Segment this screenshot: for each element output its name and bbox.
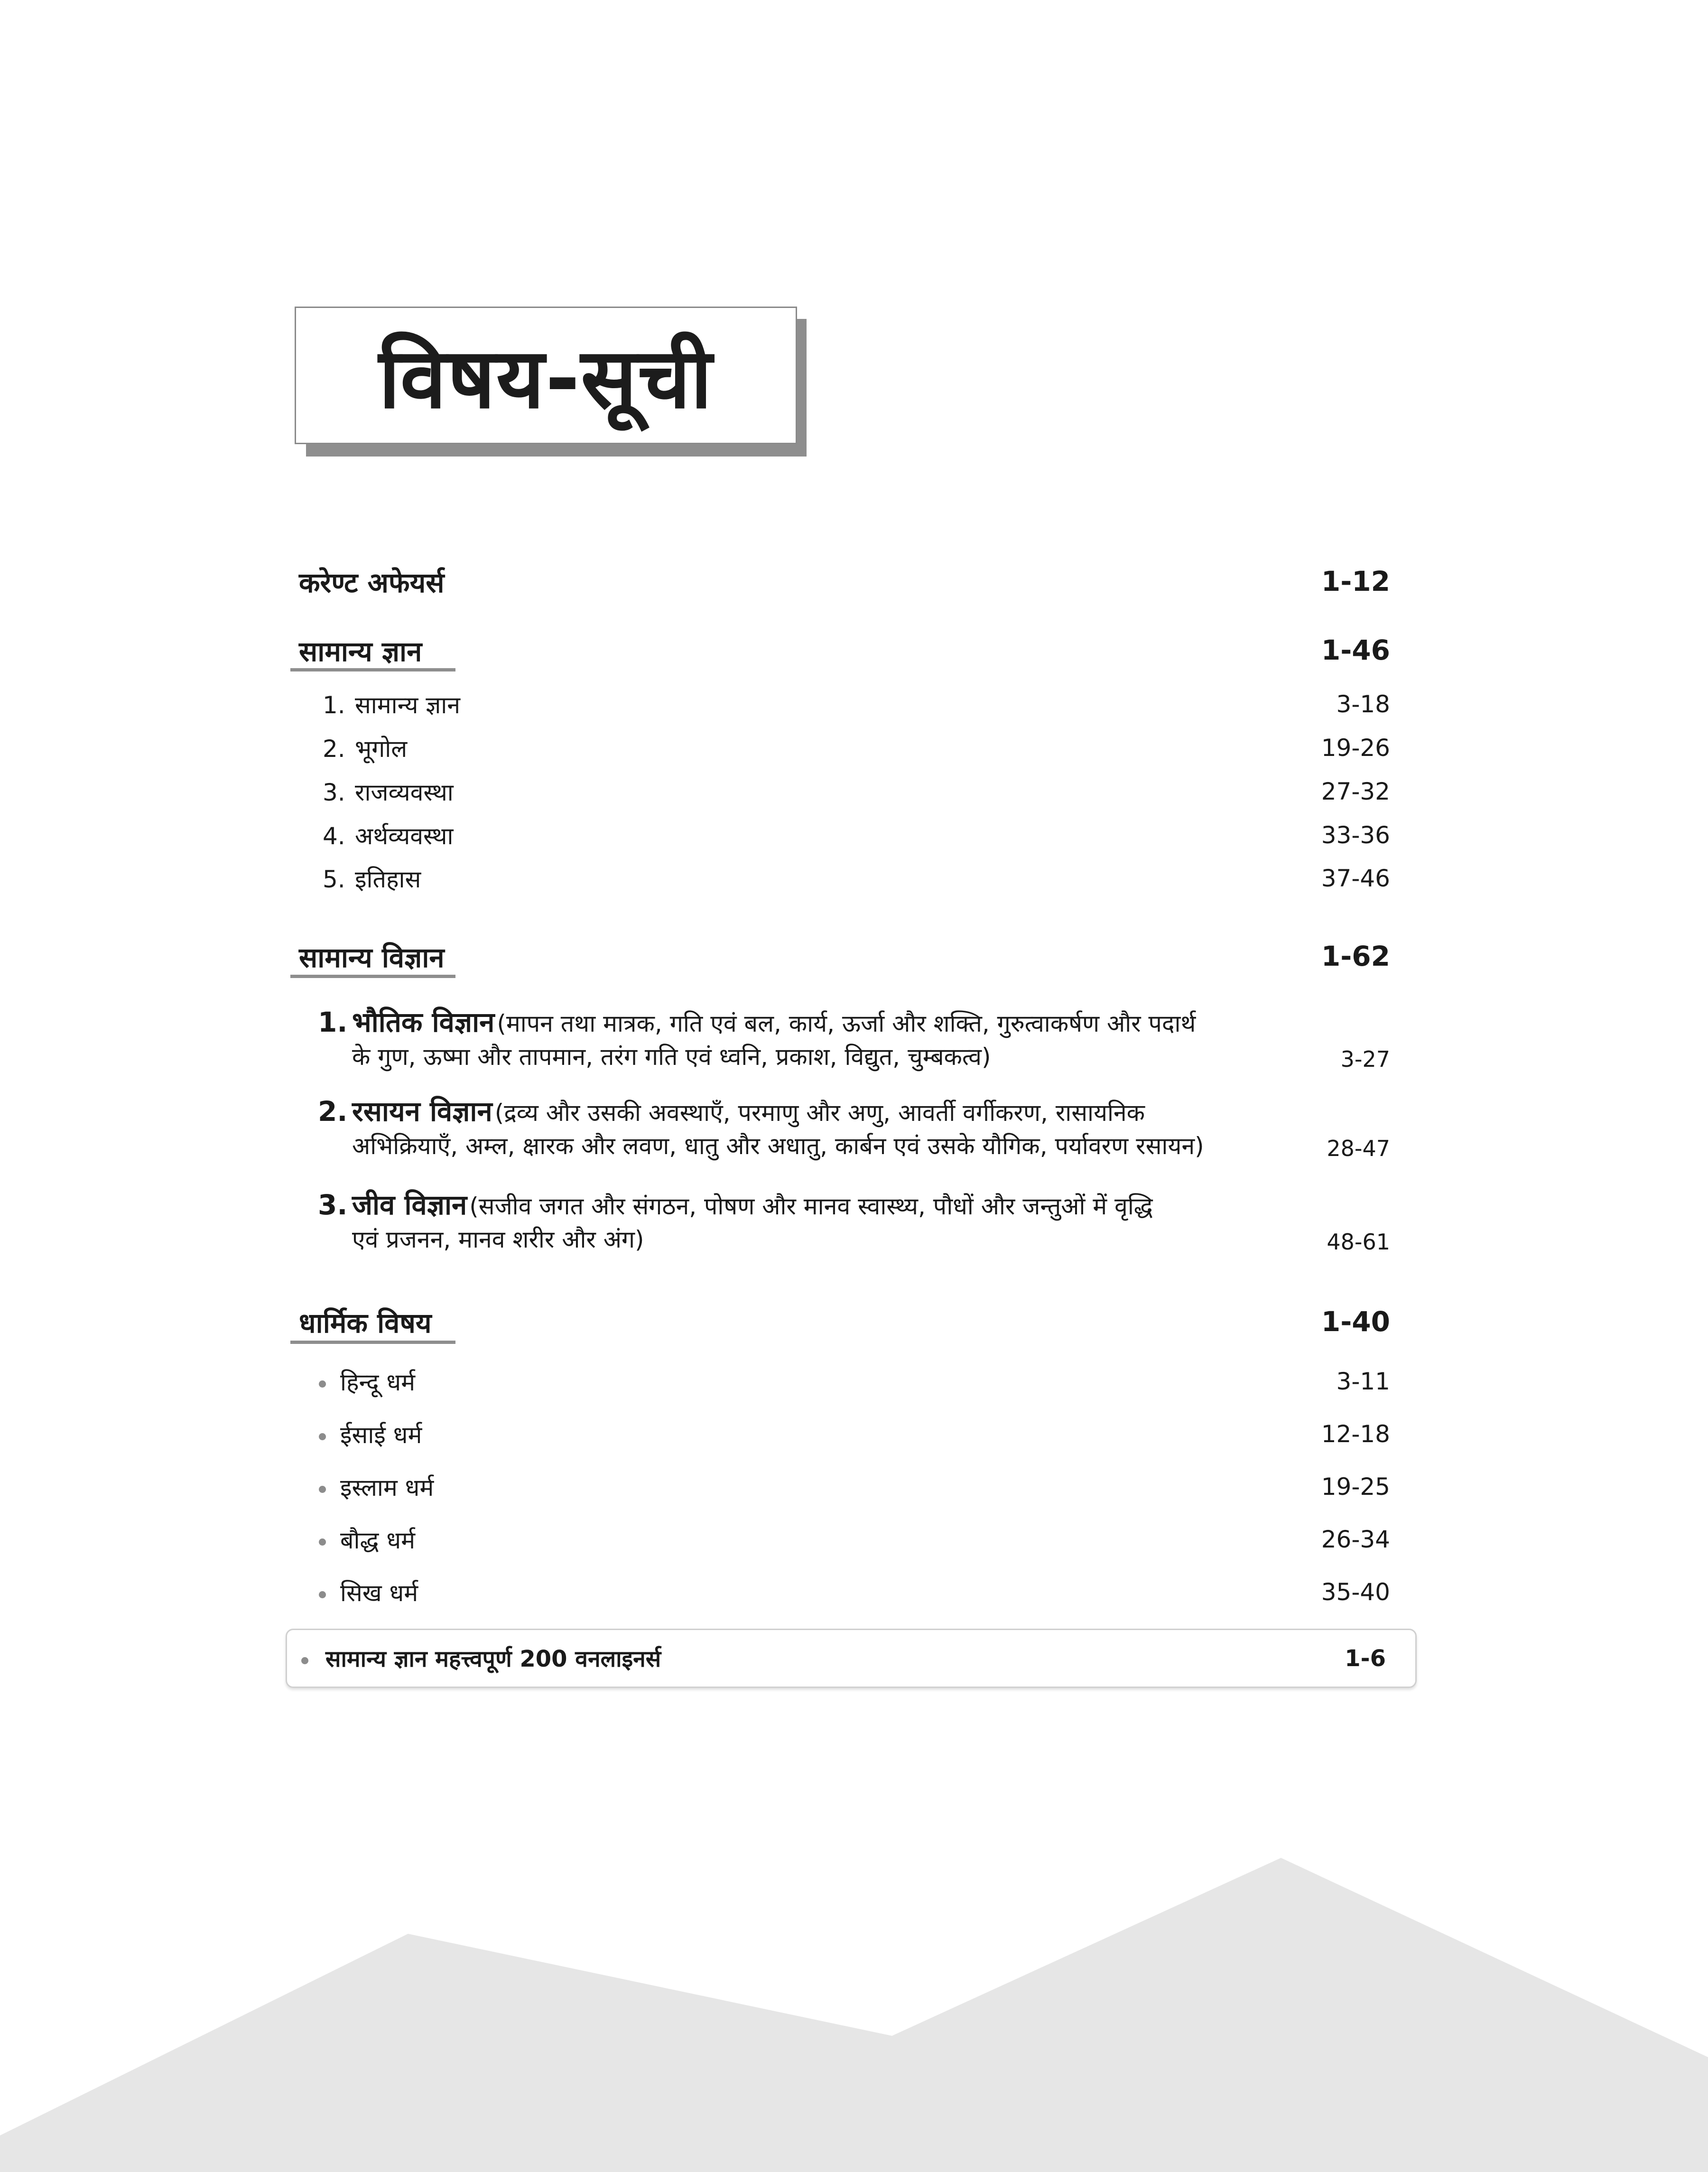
item-heading: रसायन विज्ञान (352, 1095, 492, 1128)
item-number: 3. (323, 779, 345, 806)
science-item-biology[interactable] (318, 1185, 1390, 1255)
section-title: करेण्ट अफेयर्स (299, 566, 445, 599)
toc-item[interactable] (319, 1518, 1390, 1561)
bullet-icon (301, 1657, 308, 1664)
toc-item[interactable] (319, 1413, 1390, 1455)
toc-item[interactable] (323, 685, 1390, 723)
toc-item[interactable] (319, 1465, 1390, 1508)
item-pages: 3-18 (1336, 690, 1390, 718)
section-current-affairs[interactable] (299, 560, 1390, 603)
toc-item[interactable] (319, 1571, 1390, 1613)
section-pages: 1-46 (1321, 634, 1390, 666)
item-pages: 19-26 (1321, 734, 1390, 762)
item-pages: 19-25 (1321, 1473, 1390, 1501)
section-general-knowledge[interactable] (299, 629, 1390, 671)
item-label: सिख धर्म (340, 1579, 418, 1607)
toc-item[interactable] (323, 816, 1390, 854)
toc-item[interactable] (323, 729, 1390, 767)
bullet-icon (319, 1433, 326, 1440)
section-pages: 1-12 (1321, 565, 1390, 597)
section-religion[interactable] (299, 1300, 1390, 1343)
mountain-decoration (0, 1841, 1708, 2172)
section-pages: 1-62 (1321, 940, 1390, 972)
item-pages: 35-40 (1321, 1578, 1390, 1606)
item-pages: 3-27 (1340, 1046, 1390, 1072)
item-label: अर्थव्यवस्था (355, 822, 454, 850)
item-description: (सजीव जगत और संगठन, पोषण और मानव स्वास्थ्य, पौधों और जन्तुओं में वृद्धि (469, 1193, 1153, 1220)
item-number: 1. (318, 1006, 348, 1038)
item-description-cont: एवं प्रजनन, मानव शरीर और अंग) (352, 1226, 644, 1253)
item-pages: 3-11 (1336, 1368, 1390, 1395)
item-number: 4. (323, 822, 345, 850)
oneliners-box[interactable] (286, 1629, 1417, 1688)
item-label: सामान्य ज्ञान (355, 691, 460, 719)
bullet-icon (319, 1486, 326, 1493)
item-pages: 48-61 (1327, 1229, 1390, 1255)
oneliners-label: सामान्य ज्ञान महत्त्वपूर्ण 200 वनलाइनर्स (325, 1646, 661, 1672)
bullet-icon (319, 1380, 326, 1388)
section-underline (290, 668, 455, 671)
item-label: बौद्ध धर्म (340, 1527, 415, 1554)
section-general-science[interactable] (299, 935, 1390, 978)
mountain-shape (0, 1858, 1708, 2172)
section-pages: 1-40 (1321, 1305, 1390, 1338)
item-number: 2. (318, 1095, 348, 1128)
item-number: 5. (323, 866, 345, 893)
item-pages: 26-34 (1321, 1526, 1390, 1553)
bullet-icon (319, 1591, 326, 1598)
item-description-cont: के गुण, ऊष्मा और तापमान, तरंग गति एवं ध्वनि, प्रकाश, विद्युत, चुम्बकत्व) (352, 1043, 991, 1071)
item-pages: 28-47 (1327, 1136, 1390, 1161)
science-item-physics[interactable] (318, 1002, 1390, 1072)
item-description-cont: अभिक्रियाएँ, अम्ल, क्षारक और लवण, धातु और अधातु, कार्बन एवं उसके यौगिक, पर्यावरण रसायन) (352, 1132, 1204, 1160)
item-pages: 27-32 (1321, 778, 1390, 805)
item-number: 3. (318, 1189, 348, 1221)
item-description: (मापन तथा मात्रक, गति एवं बल, कार्य, ऊर्जा और शक्ति, गुरुत्वाकर्षण और पदार्थ (497, 1010, 1196, 1037)
item-description: (द्रव्य और उसकी अवस्थाएँ, परमाणु और अणु, आवर्ती वर्गीकरण, रासायनिक (494, 1099, 1145, 1127)
toc-item[interactable] (323, 773, 1390, 811)
item-label: हिन्दू धर्म (340, 1369, 416, 1396)
item-label: भूगोल (355, 735, 408, 763)
title-box (295, 307, 797, 444)
toc-item[interactable] (323, 859, 1390, 897)
bullet-icon (319, 1538, 326, 1546)
item-label: राजव्यवस्था (355, 779, 454, 806)
section-title: सामान्य ज्ञान (299, 635, 422, 668)
oneliners-pages: 1-6 (1345, 1645, 1386, 1672)
item-number: 2. (323, 735, 345, 763)
item-pages: 33-36 (1321, 821, 1390, 849)
item-pages: 12-18 (1321, 1420, 1390, 1448)
item-heading: जीव विज्ञान (352, 1189, 467, 1221)
section-underline (290, 1341, 455, 1344)
item-pages: 37-46 (1321, 865, 1390, 892)
section-underline (290, 975, 455, 978)
item-number: 1. (323, 691, 345, 719)
page-title: विषय-सूची (379, 331, 713, 427)
item-heading: भौतिक विज्ञान (352, 1006, 495, 1038)
science-item-chemistry[interactable] (318, 1091, 1390, 1161)
item-label: इस्लाम धर्म (340, 1474, 434, 1501)
item-label: इतिहास (355, 866, 421, 893)
section-title: सामान्य विज्ञान (299, 941, 445, 974)
section-title: धार्मिक विषय (299, 1306, 432, 1339)
item-label: ईसाई धर्म (340, 1421, 422, 1449)
toc-item[interactable] (319, 1360, 1390, 1403)
